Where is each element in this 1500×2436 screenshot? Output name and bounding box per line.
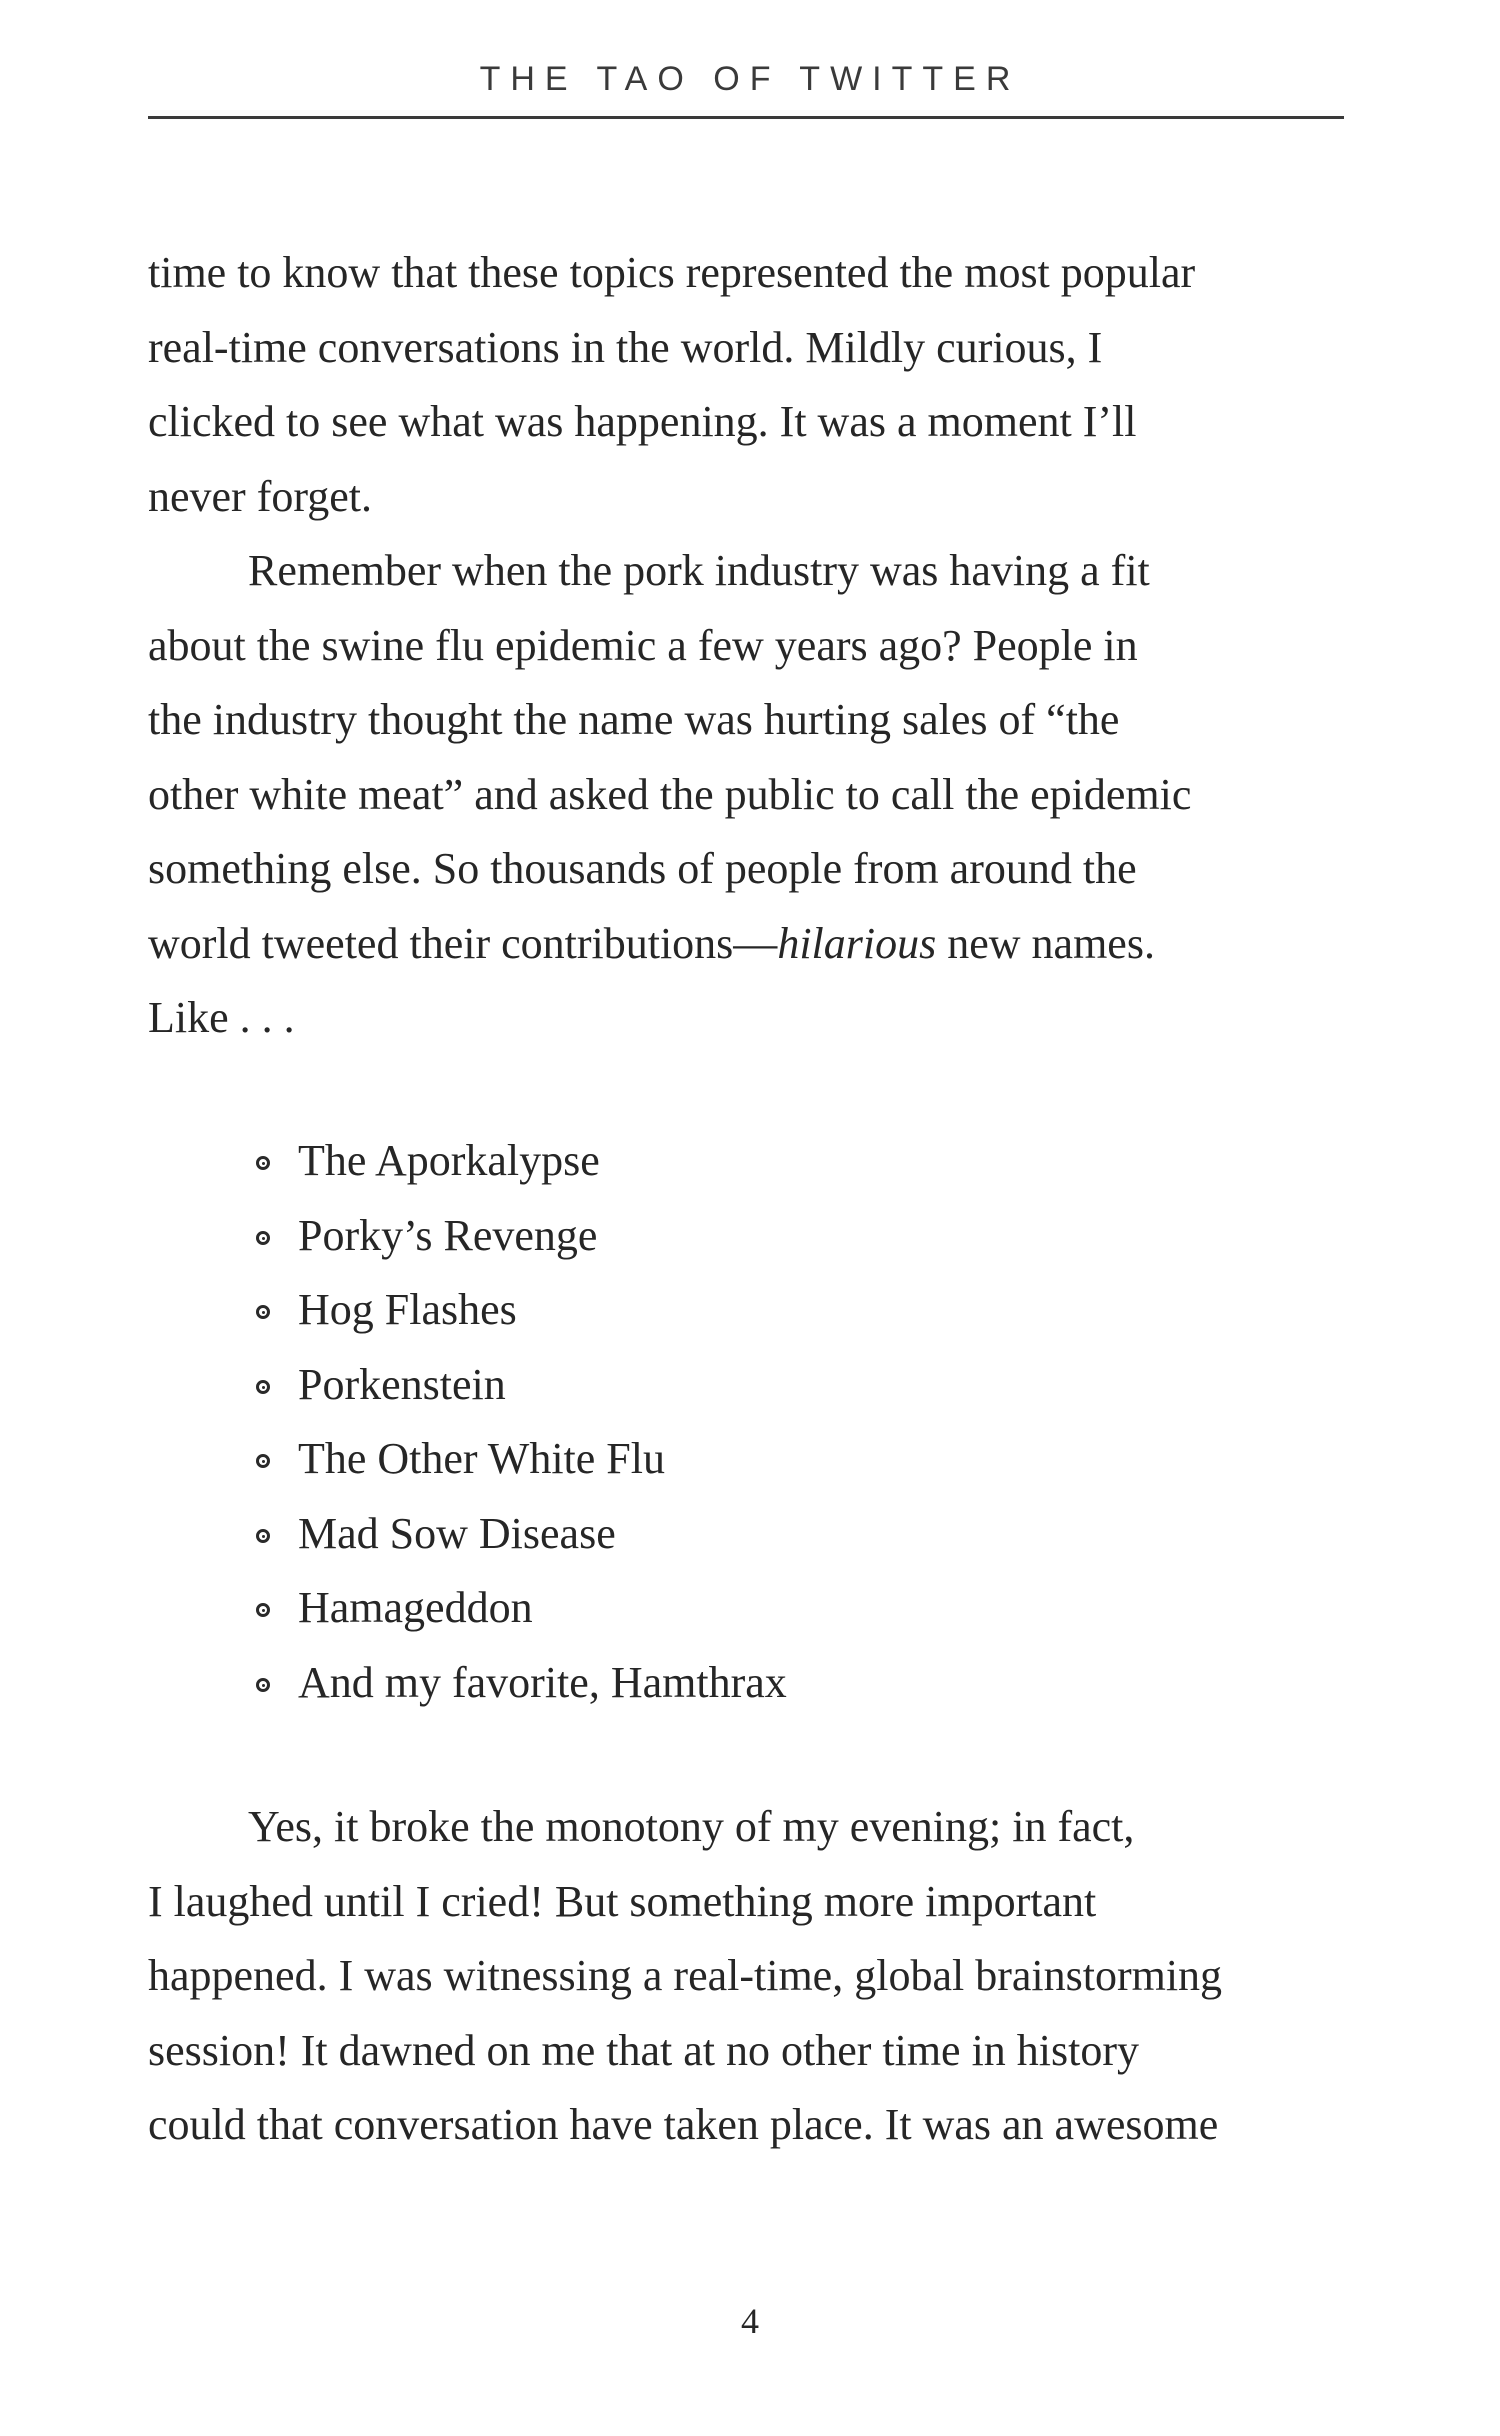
running-header: THE TAO OF TWITTER [479, 60, 1021, 98]
bullet-icon [256, 1156, 270, 1170]
list-item-text: The Aporkalypse [298, 1136, 600, 1185]
paragraph-2-text-b: new names. Like . . . [148, 918, 1155, 1042]
page-number: 4 [741, 2301, 759, 2341]
bullet-icon [256, 1305, 270, 1319]
bullet-icon [256, 1454, 270, 1468]
header-rule [148, 116, 1344, 119]
body-text [148, 236, 1348, 1056]
bullet-icon [256, 1380, 270, 1394]
list-item [256, 1348, 787, 1423]
list-item [256, 1646, 787, 1721]
list-item [256, 1571, 787, 1646]
list-item [256, 1124, 787, 1199]
list-item [256, 1422, 787, 1497]
list-item-text: Hamageddon [298, 1583, 533, 1632]
closing-text [148, 1790, 1348, 2163]
paragraph-2-emphasis: hilarious [777, 918, 937, 968]
list-item [256, 1273, 787, 1348]
list-item-text: Porkenstein [298, 1359, 506, 1409]
bullet-icon [256, 1678, 270, 1692]
list-item-text: Hog Flashes [298, 1285, 517, 1334]
list-item-text: And my favorite, Hamthrax [298, 1657, 787, 1707]
paragraph-2-text-a: Remember when the pork industry was having a fit about the swine flu epidemic a few years ago? People in the industry thought the name was hurting sales of “the other white meat” and asked the public to call the epidemic something else. So thousands of people from around the world tweeted their contributions— [148, 546, 1192, 968]
list-item-text: Porky’s Revenge [298, 1210, 598, 1260]
paragraph-1: time to know that these topics represented the most popular real-time conversations in the world. Mildly curious, I clicked to see what was happening. It was a moment I’ll never forget. [148, 248, 1196, 521]
paragraph-2 [148, 534, 1348, 1056]
list-item [256, 1199, 787, 1274]
bullet-icon [256, 1529, 270, 1543]
list-item-text: Mad Sow Disease [298, 1508, 616, 1558]
bullet-icon [256, 1231, 270, 1245]
list-item [256, 1497, 787, 1572]
bullet-list [256, 1124, 787, 1720]
bullet-icon [256, 1603, 270, 1617]
paragraph-3: Yes, it broke the monotony of my evening; in fact, I laughed until I cried! But something more important happened. I was witnessing a real-time, global brainstorming session! It dawned on me that at no other time in history could that conversation have taken place. It was an awesome [148, 1802, 1223, 2149]
list-item-text: The Other White Flu [298, 1434, 665, 1483]
